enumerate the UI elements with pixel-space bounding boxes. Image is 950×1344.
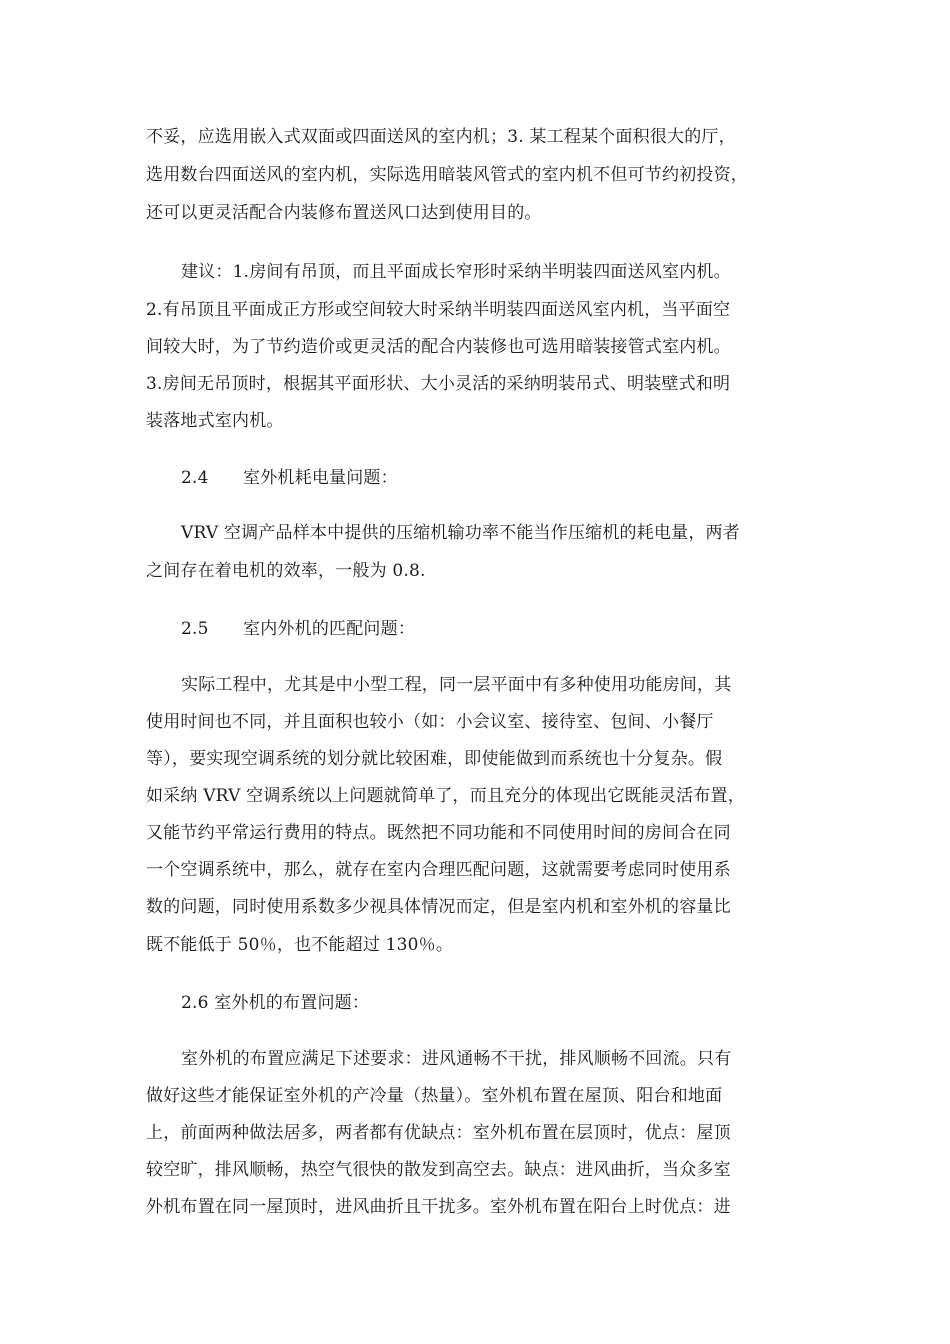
paragraph-line: 做好这些才能保证室外机的产冷量（热量）。室外机布置在屋顶、阳台和地面 — [146, 1086, 723, 1106]
paragraph-line: 间较大时，为了节约造价或更灵活的配合内装修也可选用暗装接管式室内机。 — [146, 337, 731, 357]
section-heading: 2.5 室内外机的匹配问题： — [181, 619, 416, 639]
paragraph-line: VRV 空调产品样本中提供的压缩机输功率不能当作压缩机的耗电量，两者 — [181, 523, 740, 543]
paragraph-line: 数的问题，同时使用系数多少视具体情况而定，但是室内机和室外机的容量比 — [146, 897, 731, 917]
paragraph-line: 既不能低于 50％，也不能超过 130％。 — [146, 935, 454, 955]
paragraph-line: 3.房间无吊顶时，根据其平面形状、大小灵活的采纳明装吊式、明装壁式和明 — [146, 374, 731, 394]
paragraph-line: 2.有吊顶且平面成正方形或空间较大时采纳半明装四面送风室内机，当平面空 — [146, 300, 731, 320]
paragraph-line: 较空旷，排风顺畅，热空气很快的散发到高空去。缺点：进风曲折，当众多室 — [146, 1160, 731, 1180]
paragraph-line: 上，前面两种做法居多，两者都有优缺点：室外机布置在层顶时，优点：屋顶 — [146, 1123, 731, 1143]
paragraph-line: 装落地式室内机。 — [146, 411, 284, 431]
paragraph-line: 选用数台四面送风的室内机，实际选用暗装风管式的室内机不但可节约初投资， — [146, 165, 748, 185]
paragraph-line: 如采纳 VRV 空调系统以上问题就简单了，而且充分的体现出它既能灵活布置， — [146, 786, 745, 806]
section-heading: 2.6 室外机的布置问题： — [181, 993, 370, 1013]
section-heading: 2.4 室外机耗电量问题： — [181, 468, 398, 488]
paragraph-line: 建议：1.房间有吊顶，而且平面成长窄形时采纳半明装四面送风室内机。 — [181, 262, 731, 282]
paragraph-line: 不妥，应选用嵌入式双面或四面送风的室内机；3. 某工程某个面积很大的厅， — [146, 127, 736, 147]
paragraph-line: 又能节约平常运行费用的特点。既然把不同功能和不同使用时间的房间合在同 — [146, 823, 731, 843]
paragraph-line: 之间存在着电机的效率，一般为 0.8. — [146, 561, 426, 581]
paragraph-line: 还可以更灵活配合内装修布置送风口达到使用目的。 — [146, 203, 542, 223]
paragraph-line: 等），要实现空调系统的划分就比较困难，即使能做到而系统也十分复杂。假 — [146, 749, 723, 769]
paragraph-line: 室外机的布置应满足下述要求：进风通畅不干扰，排风顺畅不回流。只有 — [181, 1049, 732, 1069]
paragraph-line: 外机布置在同一屋顶时，进风曲折且干扰多。室外机布置在阳台上时优点：进 — [146, 1197, 731, 1217]
paragraph-line: 使用时间也不同，并且面积也较小（如：小会议室、接待室、包间、小餐厅 — [146, 712, 714, 732]
paragraph-line: 一个空调系统中，那么，就存在室内合理匹配问题，这就需要考虑同时使用系 — [146, 860, 731, 880]
paragraph-line: 实际工程中，尤其是中小型工程，同一层平面中有多种使用功能房间，其 — [181, 675, 732, 695]
